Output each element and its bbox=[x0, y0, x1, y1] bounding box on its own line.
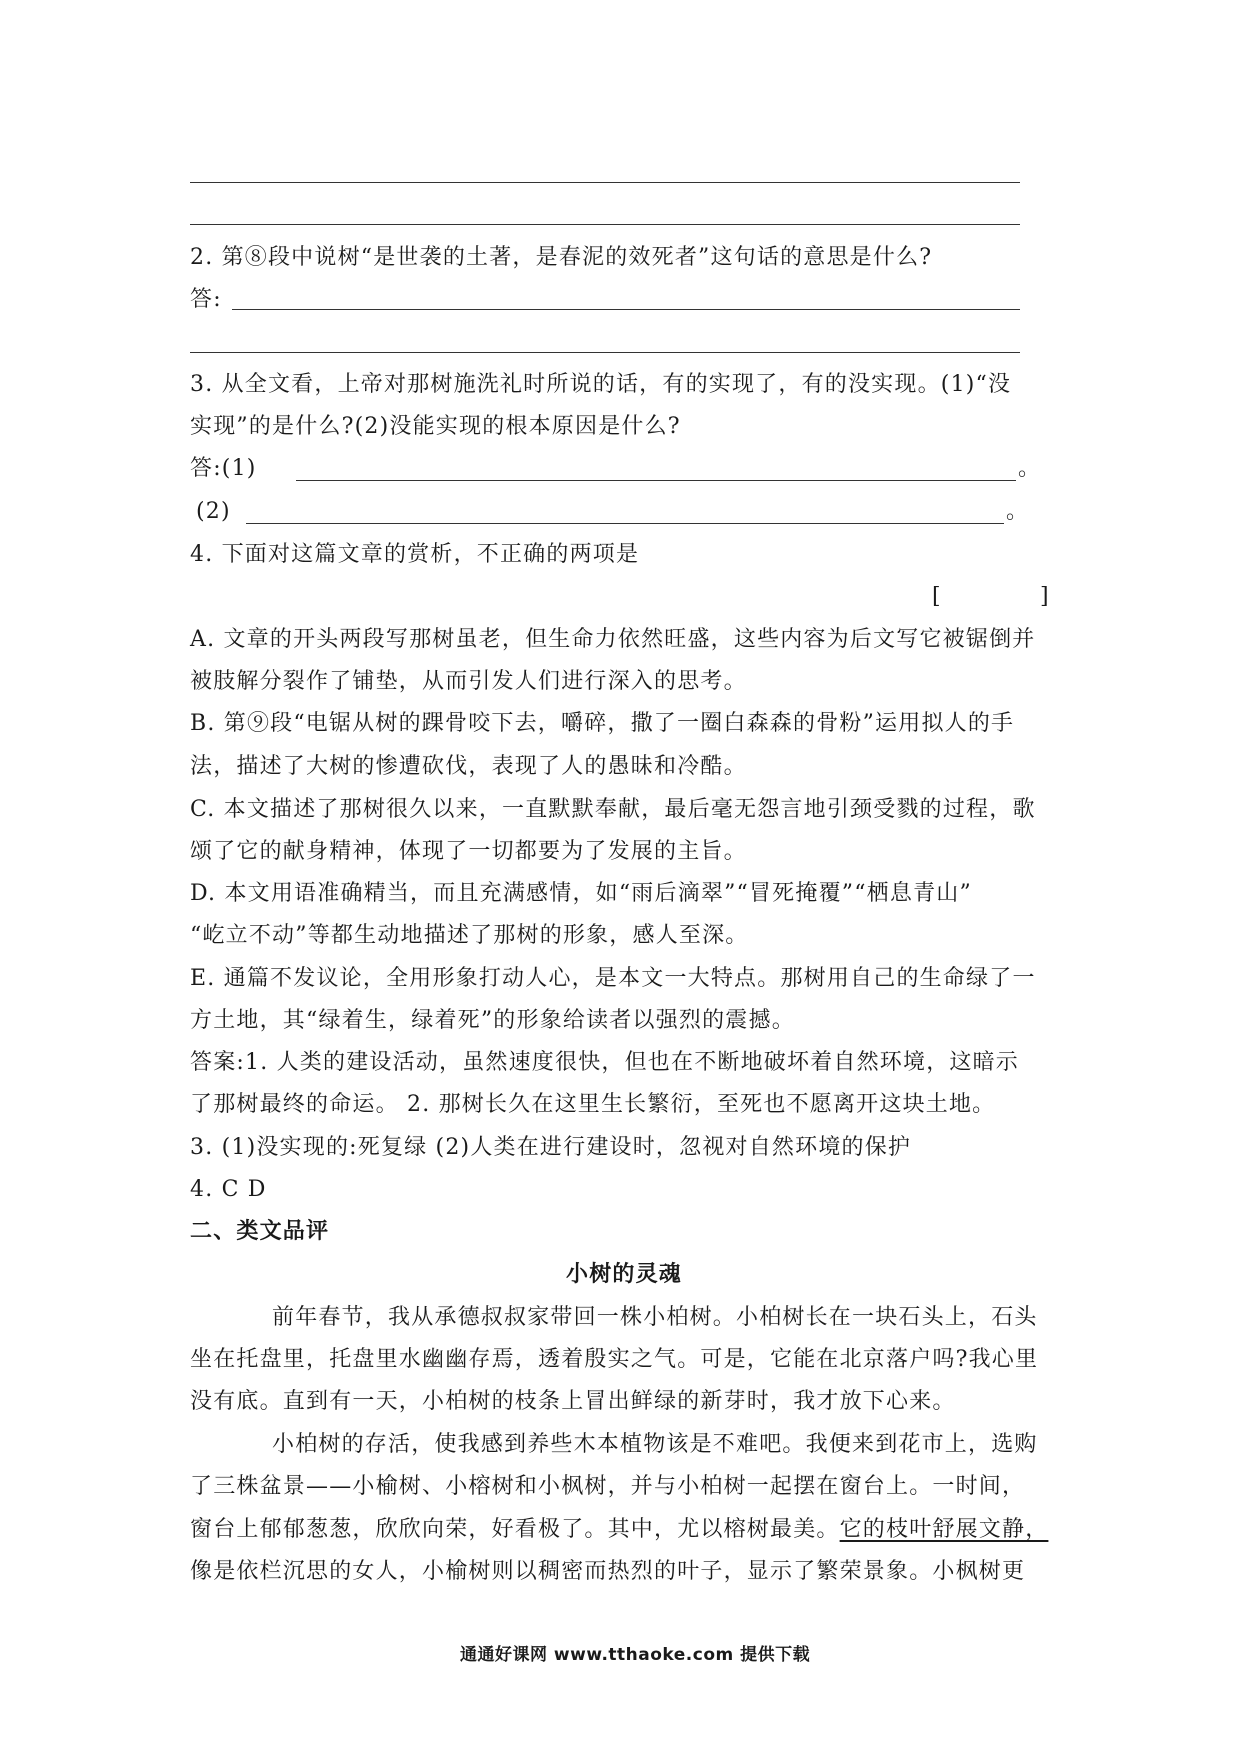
option-c-line2: 颂了它的献身精神，体现了一切都要为了发展的主旨。 bbox=[190, 839, 747, 864]
answers-line1: 答案:1. 人类的建设活动，虽然速度很快，但也在不断地破坏着自然环境，这暗示 bbox=[190, 1050, 1019, 1075]
answer-line bbox=[246, 523, 1004, 524]
period: 。 bbox=[1006, 499, 1030, 524]
part-2-label: (2) bbox=[196, 499, 231, 524]
paragraph-1-line3: 没有底。直到有一天，小柏树的枝条上冒出鲜绿的新芽时，我才放下心来。 bbox=[190, 1389, 956, 1414]
option-e-line2: 方土地，其“绿着生，绿着死”的形象给读者以强烈的震撼。 bbox=[190, 1008, 795, 1033]
question-3-line2: 实现”的是什么?(2)没能实现的根本原因是什么? bbox=[190, 414, 681, 439]
option-b-line1: B. 第⑨段“电锯从树的踝骨咬下去，嚼碎，撒了一圈白森森的骨粉”运用拟人的手 bbox=[190, 711, 1015, 736]
page-footer: 通通好课网 www.tthaoke.com 提供下载 bbox=[460, 1645, 811, 1665]
paragraph-2-line2: 了三株盆景——小榆树、小榕树和小枫树，并与小柏树一起摆在窗台上。一时间， bbox=[190, 1474, 1026, 1499]
answers-line4: 4. C D bbox=[190, 1177, 267, 1202]
option-b-line2: 法，描述了大树的惨遭砍伐，表现了人的愚昧和冷酷。 bbox=[190, 754, 747, 779]
paragraph-2-line4: 像是依栏沉思的女人，小榆树则以稠密而热烈的叶子，显示了繁荣景象。小枫树更 bbox=[190, 1559, 1026, 1584]
section-heading: 二、类文品评 bbox=[190, 1219, 330, 1244]
answer-bracket-right: ] bbox=[1040, 584, 1050, 609]
option-e-line1: E. 通篇不发议论，全用形象打动人心，是本文一大特点。那树用自己的生命绿了一 bbox=[190, 966, 1036, 991]
answers-line2: 了那树最终的命运。 2. 那树长久在这里生长繁衍，至死也不愿离开这块土地。 bbox=[190, 1092, 996, 1117]
answer-bracket-left: [ bbox=[932, 584, 942, 609]
paragraph-2-line1: 小柏树的存活，使我感到养些木本植物该是不难吧。我便来到花市上，选购 bbox=[272, 1432, 1038, 1457]
underlined-sentence: 它的枝叶舒展文静， bbox=[839, 1517, 1049, 1542]
option-c-line1: C. 本文描述了那树很久以来，一直默默奉献，最后毫无怨言地引颈受戮的过程，歌 bbox=[190, 797, 1036, 822]
question-4: 4. 下面对这篇文章的赏析，不正确的两项是 bbox=[190, 542, 640, 567]
paragraph-1-line2: 坐在托盘里，托盘里水幽幽存焉，透着殷实之气。可是，它能在北京落户吗?我心里 bbox=[190, 1347, 1039, 1372]
paragraph-2-line3-text: 窗台上郁郁葱葱，欣欣向荣，好看极了。其中，尤以榕树最美。 bbox=[190, 1517, 840, 1542]
answer-line bbox=[296, 480, 1016, 481]
option-d-line1: D. 本文用语准确精当，而且充满感情，如“雨后滴翠”“冒死掩覆”“栖息青山” bbox=[190, 881, 972, 906]
option-d-line2: “屹立不动”等都生动地描述了那树的形象，感人至深。 bbox=[190, 923, 749, 948]
option-a-line2: 被肢解分裂作了铺垫，从而引发人们进行深入的思考。 bbox=[190, 669, 747, 694]
answer-line bbox=[190, 224, 1020, 225]
answer-line bbox=[190, 352, 1020, 353]
article-title: 小树的灵魂 bbox=[566, 1262, 683, 1287]
option-a-line1: A. 文章的开头两段写那树虽老，但生命力依然旺盛，这些内容为后文写它被锯倒并 bbox=[190, 627, 1036, 652]
paragraph-2-line3 bbox=[190, 1515, 1048, 1545]
answer-label: 答:(1) bbox=[190, 456, 257, 481]
answer-label: 答: bbox=[190, 287, 222, 312]
answer-line bbox=[232, 309, 1020, 310]
paragraph-1-line1: 前年春节，我从承德叔叔家带回一株小柏树。小柏树长在一块石头上，石头 bbox=[272, 1305, 1038, 1330]
question-2: 2. 第⑧段中说树“是世袭的土著，是春泥的效死者”这句话的意思是什么? bbox=[190, 245, 933, 270]
period: 。 bbox=[1018, 456, 1042, 481]
answer-line bbox=[190, 182, 1020, 183]
answers-line3: 3. (1)没实现的:死复绿 (2)人类在进行建设时，忽视对自然环境的保护 bbox=[190, 1135, 912, 1160]
question-3-line1: 3. 从全文看，上帝对那树施洗礼时所说的话，有的实现了，有的没实现。(1)“没 bbox=[190, 372, 1012, 397]
